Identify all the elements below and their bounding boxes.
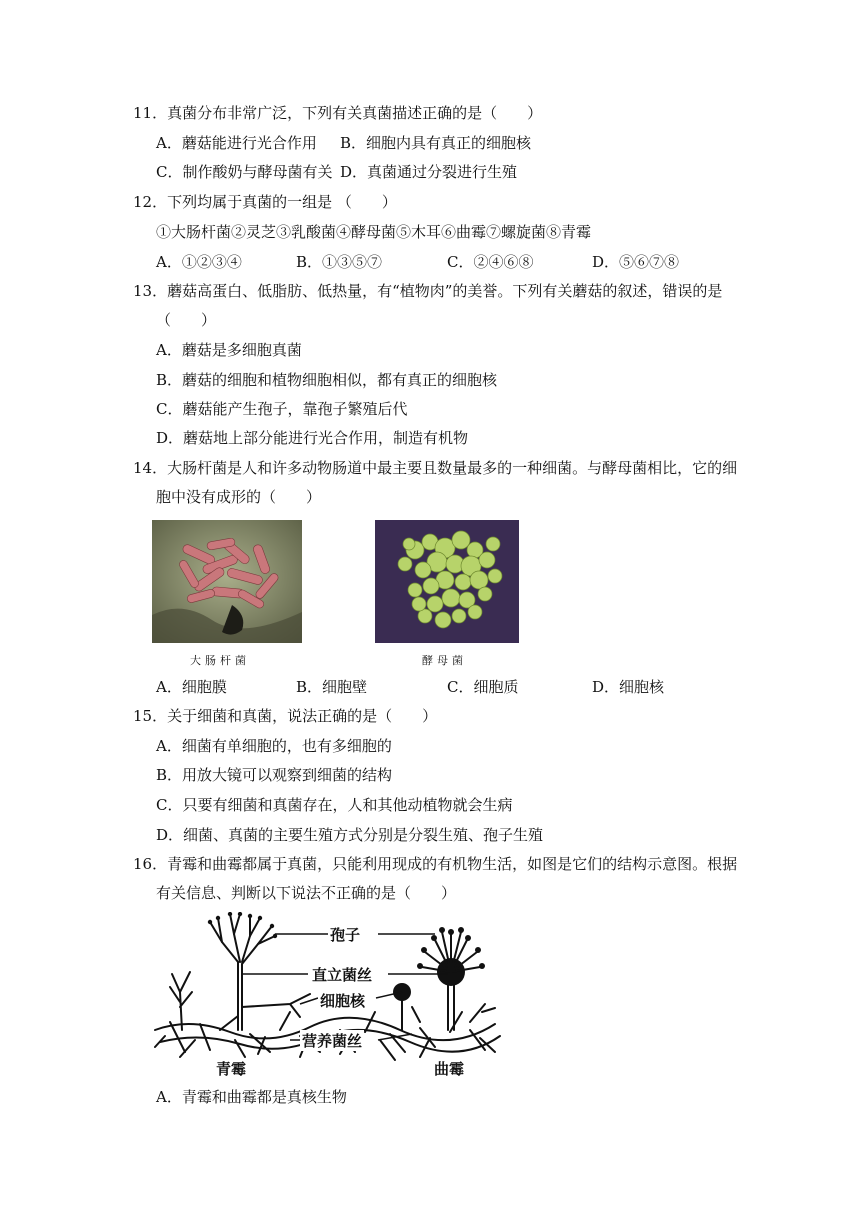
q15-option-a: A．细菌有单细胞的，也有多细胞的 xyxy=(156,737,392,755)
q13-option-a: A．蘑菇是多细胞真菌 xyxy=(156,341,302,359)
yeast-cell xyxy=(486,537,500,551)
q15-option-d: D．细菌、真菌的主要生殖方式分别是分裂生殖、孢子生殖 xyxy=(156,826,544,844)
q13-option-d: D．蘑菇地上部分能进行光合作用，制造有机物 xyxy=(156,429,469,447)
q13-option-b: B．蘑菇的细胞和植物细胞相似，都有真正的细胞核 xyxy=(156,371,498,389)
q13-stem: 13．蘑菇高蛋白、低脂肪、低热量，有“植物肉”的美誉。下列有关蘑菇的叙述，错误的是 xyxy=(133,282,723,300)
q11-option-a: A．蘑菇能进行光合作用 xyxy=(156,134,317,152)
yeast-cell xyxy=(403,538,415,550)
q11-stem: 11．真菌分布非常广泛，下列有关真菌描述正确的是（ ） xyxy=(133,104,543,122)
yeast-cell xyxy=(408,583,422,597)
q14-option-b: B．细胞壁 xyxy=(296,678,368,696)
yeast-cell xyxy=(423,578,439,594)
q12-option-b: B．①③⑤⑦ xyxy=(296,253,383,271)
ecoli-label: 大肠杆菌 xyxy=(190,654,250,667)
yeast-cell xyxy=(455,574,471,590)
q12-option-a: A．①②③④ xyxy=(156,253,242,271)
label-upright-hyphae: 直立菌丝 xyxy=(312,966,373,984)
yeast-cell xyxy=(435,612,451,628)
q11-option-c: C．制作酸奶与酵母菌有关 xyxy=(156,163,333,181)
label-spore: 孢子 xyxy=(330,926,361,944)
yeast-cell xyxy=(478,587,492,601)
q13-stem-cont: （ ） xyxy=(156,311,217,329)
yeast-cell xyxy=(452,531,470,549)
yeast-cell xyxy=(470,571,488,589)
q11-option-b: B．细胞内具有真正的细胞核 xyxy=(340,134,532,152)
yeast-label: 酵母菌 xyxy=(422,654,467,667)
yeast-cell xyxy=(452,609,466,623)
q16-stem: 16．青霉和曲霉都属于真菌，只能利用现成的有机物生活，如图是它们的结构示意图。根据 xyxy=(133,855,738,873)
q16-option-a: A．青霉和曲霉都是真核生物 xyxy=(156,1088,347,1106)
yeast-cell xyxy=(479,552,495,568)
q13-option-c: C．蘑菇能产生孢子，靠孢子繁殖后代 xyxy=(156,400,408,418)
q15-option-b: B．用放大镜可以观察到细菌的结构 xyxy=(156,766,393,784)
q16-stem-cont: 有关信息、判断以下说法不正确的是（ ） xyxy=(156,884,457,902)
yeast-cell xyxy=(488,569,502,583)
q12-stem: 12．下列均属于真菌的一组是 （ ） xyxy=(133,193,397,211)
q14-stem-cont: 胞中没有成形的（ ） xyxy=(156,488,322,506)
yeast-cell xyxy=(442,589,460,607)
q14-option-d: D．细胞核 xyxy=(592,678,665,696)
yeast-cell xyxy=(412,597,426,611)
yeast-cell xyxy=(468,605,482,619)
q14-option-a: A．细胞膜 xyxy=(156,678,227,696)
yeast-cell xyxy=(415,562,431,578)
label-aspergillus: 曲霉 xyxy=(434,1060,465,1078)
label-penicillium: 青霉 xyxy=(216,1060,247,1078)
q12-option-c: C．②④⑥⑧ xyxy=(447,253,534,271)
q15-option-c: C．只要有细菌和真菌存在，人和其他动植物就会生病 xyxy=(156,796,513,814)
q12-items: ①大肠杆菌②灵芝③乳酸菌④酵母菌⑤木耳⑥曲霉⑦螺旋菌⑧青霉 xyxy=(156,223,592,241)
q15-stem: 15．关于细菌和真菌，说法正确的是（ ） xyxy=(133,707,438,725)
q11-option-d: D．真菌通过分裂进行生殖 xyxy=(340,163,518,181)
label-nutrient-hyphae: 营养菌丝 xyxy=(302,1032,363,1050)
q14-option-c: C．细胞质 xyxy=(447,678,519,696)
ecoli-micrograph xyxy=(152,520,302,643)
q14-stem: 14．大肠杆菌是人和许多动物肠道中最主要且数量最多的一种细菌。与酵母菌相比，它的细 xyxy=(133,459,738,477)
yeast-micrograph xyxy=(375,520,519,643)
q12-option-d: D．⑤⑥⑦⑧ xyxy=(592,253,680,271)
yeast-cell xyxy=(398,557,412,571)
label-nucleus: 细胞核 xyxy=(320,992,366,1010)
yeast-cell xyxy=(427,596,443,612)
